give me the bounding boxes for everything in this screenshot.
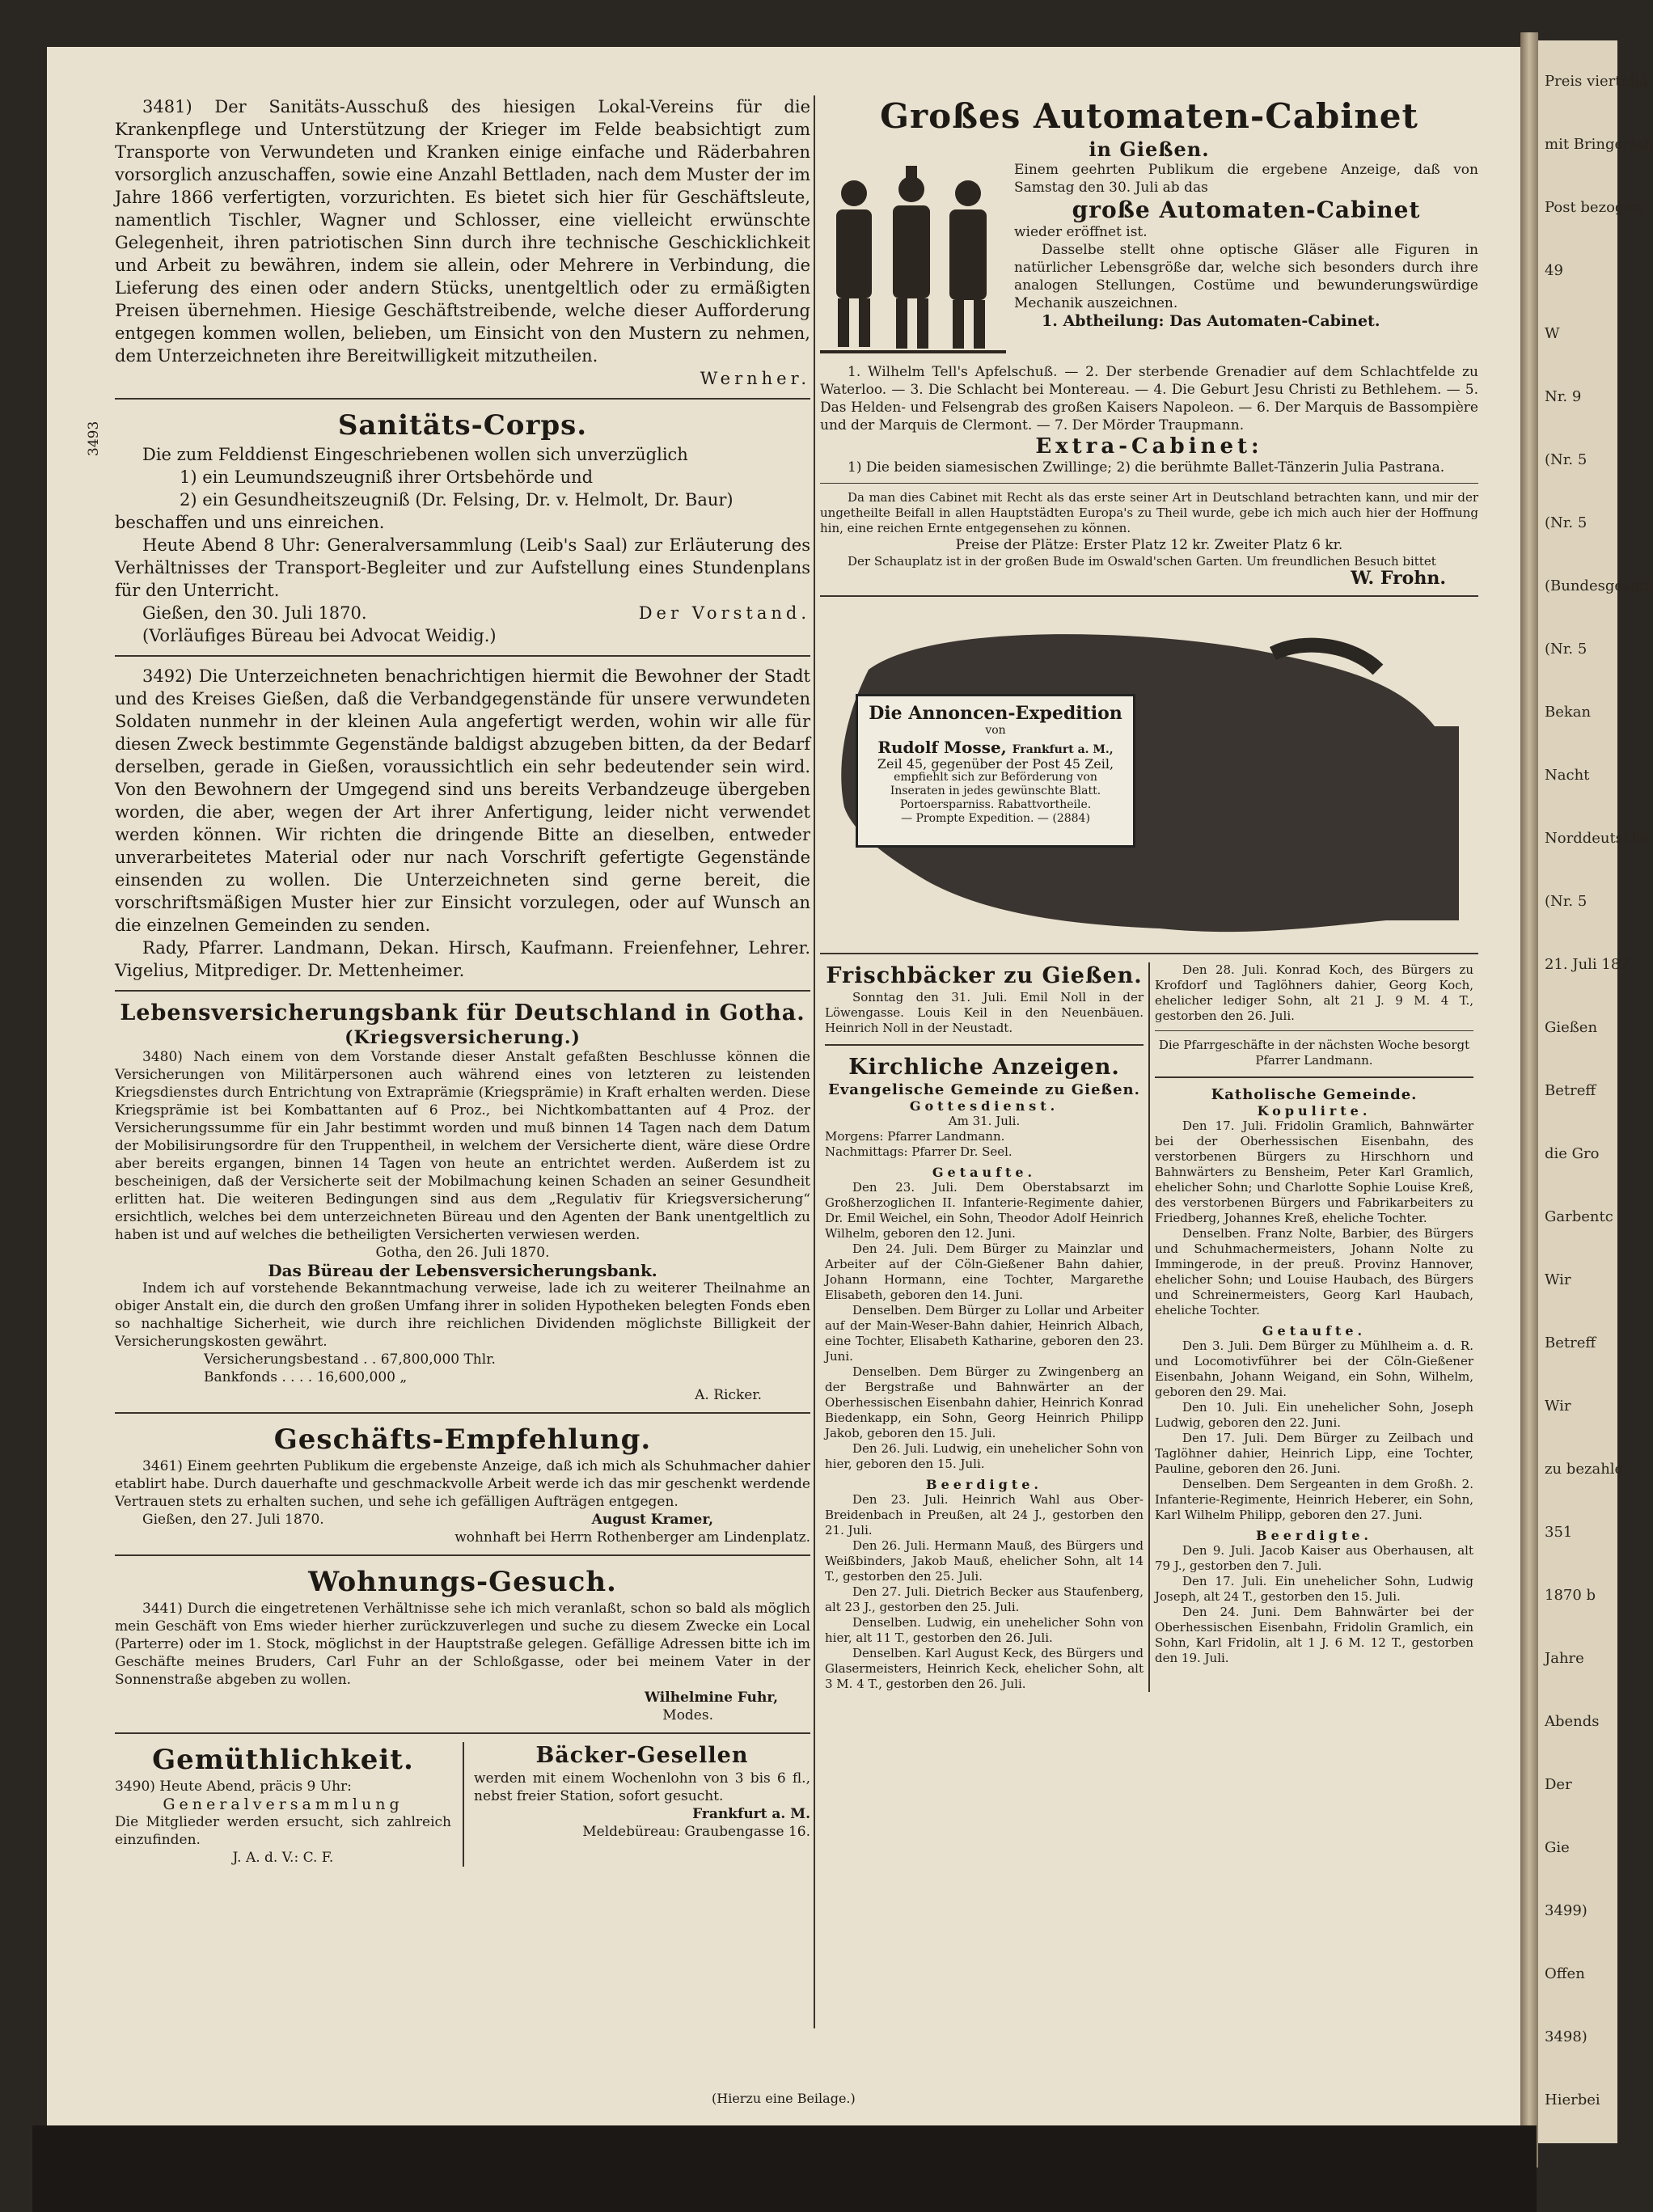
ad-3494-extra: 1) Die beiden siamesischen Zwillinge; 2) die berühmte Ballet-Tänzerin Julia Pastrana. <box>848 459 1445 476</box>
list-item: Den 24. Juni. Dem Bahnwärter bei der Oberhessischen Eisenbahn, Fridolin Gramlich, ein Sohn, Karl Fridolin, alt 1 J. 6 M. 12 T., gestorben den 19. Juli. <box>1155 1605 1473 1665</box>
right-column <box>820 95 1478 1692</box>
list-item: Denselben. Dem Bürger zu Lollar und Arbeiter auf der Main-Weser-Bahn dahier, Heinrich Albach, eine Tochter, Elisabeth Katharine, geboren den 23. Juni. <box>825 1303 1144 1364</box>
next-page-fragment: 21. Juli 187 <box>1545 956 1630 973</box>
next-page-fragment: Bekan <box>1545 704 1592 721</box>
nachmittags: Nachmittags: Pfarrer Dr. Seel. <box>825 1144 1013 1159</box>
ad-3480-signature: A. Ricker. <box>695 1387 762 1403</box>
next-page-fragment: Wir <box>1545 1398 1571 1415</box>
ad-3441-trade: Modes. <box>662 1707 713 1723</box>
notices-left <box>820 962 1148 1692</box>
ad-3494-signature: W. Frohn. <box>1351 568 1446 589</box>
next-page-fragment: die Gro <box>1545 1145 1600 1162</box>
list-item: Den 17. Juli. Fridolin Gramlich, Bahnwärter bei der Oberhessischen Eisenbahn, des verstorbenen Bürgers zu Hirschhorn und Bahnwärters zu Bensheim, Peter Karl Gramlich, ehelicher Sohn; und Charlotte Sophie Louise Kreß, des verstorbenen Bürgers und Fabrikarbeiters zu Friedberg, Johannes Kreß, eheliche Tochter. <box>1155 1119 1473 1225</box>
place-date: Gießen, den 30. Juli 1870. <box>142 603 367 623</box>
ad-3493-after: beschaffen und uns einreichen. <box>115 513 385 532</box>
ad-3494-list: 1. Wilhelm Tell's Apfelschuß. — 2. Der sterbende Grenadier auf dem Schlachtfelde zu Waterloo. — 3. Die Schlacht bei Montereau. — 4. Die Geburt Jesu Christi zu Bethlehem. — 5. Das Helden- und Felsengrab des großen Kaisers Napoleon. — 6. Der Marquis de Bassompière und der Marquis de Clermont. — 7. Der Mörder Traupmann. <box>820 364 1478 434</box>
ad-3461-address: wohnhaft bei Herrn Rothenberger am Lindenplatz. <box>454 1529 810 1546</box>
ad-3472-city: Frankfurt a. M. <box>692 1806 810 1822</box>
ad-3494-reopened: wieder eröffnet ist. <box>1014 224 1148 240</box>
ad-3494-place: Der Schauplatz ist in der großen Bude im Oswald'schen Garten. Um freundlichen Besuch bittet <box>848 554 1436 569</box>
mosse-prompt: — Prompte Expedition. — <box>901 812 1049 825</box>
scan-border <box>32 2125 1537 2212</box>
ad-3493-notice: Heute Abend 8 Uhr: Generalversammlung (Leib's Saal) zur Erläuterung des Verhältnisses der Transport-Begleiter und zur Aufstellung eines Stundenplans für den Unterricht. <box>115 535 810 600</box>
ad-3492-signatures: Rady, Pfarrer. Landmann, Dekan. Hirsch, Kaufmann. Freienfehner, Lehrer. Vigelius, Mitprediger. Dr. Mettenheimer. <box>115 938 810 980</box>
ad-3490-line1: 3490) Heute Abend, präcis 9 Uhr: <box>115 1778 352 1795</box>
divider <box>820 595 1478 597</box>
ad-3493-signline <box>115 602 810 624</box>
divider <box>115 1732 810 1734</box>
automaton-figures-illustration <box>820 161 1006 363</box>
divider <box>115 1412 810 1414</box>
gottesdienst-date: Am 31. Juli. <box>948 1114 1021 1128</box>
next-page-fragment: 351 <box>1545 1524 1573 1541</box>
book-spine <box>1520 32 1538 2168</box>
ad-3480-text: 3480) Nach einem von dem Vorstande dieser Anstalt gefaßten Beschlusse können die Versicherungen von Militärpersonen auch während eines von letzteren zu leistenden Kriegsdienstes durch Entrichtung von Extraprämie (Kriegsprämie) in Kraft erhalten werden. Diese Kriegsprämie ist bei Kombattanten auf 6 Proz., bei Nichtkombattanten auf 4 Proz. der Versicherungssumme für ein Jahr bestimmt worden und muß binnen 14 Tagen nach dem Datum der Mobilisirungsordre für den Truppentheil, in welchem der Versicherte dient, wäre diese Ordre aber bereits ergangen, binnen 14 Tagen von heute an entrichtet werden. Außerdem ist zu bescheinigen, daß der Versicherte seit der Mobilmachung keinen Schaden an seiner Gesundheit erlitten hat. Die weiteren Bedingungen sind aus dem „Regulativ für Kriegsversicherung“ ersichtlich, welches bei dem unterzeichneten Büreau und den Agenten der Bank unentgeltlich zu haben ist und auf welches die betheiligten Versicherten verwiesen werden. <box>115 1049 810 1243</box>
ad-3480-office: Das Büreau der Lebensversicherungsbank. <box>268 1261 657 1280</box>
ad-3493-title: Sanitäts-Corps. <box>337 409 588 442</box>
list-item: Den 28. Juli. Konrad Koch, des Bürgers zu Krofdorf und Taglöhners dahier, Georg Koch, ehelicher lediger Sohn, alt 21 J. 9 M. 4 T., gestorben den 26. Juli. <box>1155 962 1473 1023</box>
gottesdienst-heading: Gottesdienst. <box>909 1098 1059 1114</box>
next-page-fragment: W <box>1545 325 1560 342</box>
list-item: Den 26. Juli. Hermann Mauß, des Bürgers und Weißbinders, Jakob Mauß, ehelicher Sohn, alt 14 T., gestorben den 25. Juli. <box>825 1538 1144 1584</box>
next-page-edge <box>1538 40 1653 2143</box>
mosse-name: Rudolf Mosse, <box>877 738 1007 757</box>
next-page-fragment: Abends <box>1545 1713 1600 1730</box>
divider <box>1155 1030 1473 1031</box>
divider <box>820 953 1478 954</box>
next-page-fragment: 49 <box>1545 262 1563 279</box>
ad-3490-line2: Generalversammlung <box>163 1795 404 1813</box>
ad-3494-top <box>820 161 1478 363</box>
stat-label: Versicherungsbestand <box>204 1351 359 1368</box>
divider <box>825 1044 1144 1046</box>
next-page-fragment: Betreff <box>1545 1334 1596 1351</box>
ad-3461-text: 3461) Einem geehrten Publikum die ergebenste Anzeige, daß ich mich als Schuhmacher dahier etablirt habe. Durch dauerhafte und geschmackvolle Arbeit werde ich das mir geschenkt werdende Vertrauen stets zu erhalten suchen, und sehe ich gefälligen Aufträgen entgegen. <box>115 1458 810 1510</box>
kopulirte-heading: Kopulirte. <box>1257 1103 1372 1119</box>
next-page-fragment: zu bezahle <box>1545 1461 1624 1478</box>
next-page-fragment: Preis vierteljä <box>1545 73 1648 90</box>
list-item: Denselben. Karl August Keck, des Bürgers und Glasermeisters, Heinrich Keck, ehelicher Sohn, alt 3 M. 4 T., gestorben den 26. Juli. <box>825 1646 1144 1691</box>
ad-3494-intro-block <box>1014 161 1478 363</box>
left-column <box>86 95 810 1867</box>
ad-3480-place-date: Gotha, den 26. Juli 1870. <box>375 1245 550 1261</box>
next-page-fragment: Nacht <box>1545 767 1590 784</box>
ad-3472-text: werden mit einem Wochenlohn von 3 bis 6 fl., nebst freier Station, sofort gesucht. <box>474 1770 810 1804</box>
mosse-ad-box <box>856 694 1135 848</box>
ad-3492-text: 3492) Die Unterzeichneten benachrichtigen hiermit die Bewohner der Stadt und des Kreises Gießen, daß die Verbandgegenstände für unsere verwundeten Soldaten nunmehr in der kleinen Aula angefertigt werden, wohin wir alle für diesen Zweck bestimmte Gegenstände baldigst abzugeben bitten, da der Bedarf derselben, gerade in Gießen, voraussichtlich ein sehr bedeutender sein wird. Von den Bewohnern der Umgegend sind uns bereits Verbandzeuge übergeben worden, die aber, wegen der Art ihrer Anfertigung, leider nicht verwendet werden können. Wir richten die dringende Bitte an dieselben, entweder unverarbeitetes Material oder nur nach Vorschrift gefertigte Gegenstände einsenden zu wollen. Die Unterzeichneten sind gerne bereit, die vorschriftsmäßigen Muster hier zur Einsicht vorzulegen, oder auf Wunsch an die einzelnen Gemeinden zu senden. <box>115 666 810 935</box>
list-item: Den 23. Juli. Dem Oberstabsarzt im Großherzoglichen II. Infanterie-Regimente dahier, Dr. Emil Weichel, ein Sohn, Theodor Adolf Heinrich Wilhelm, geboren den 12. Juni. <box>825 1180 1144 1241</box>
next-page-fragment: Norddeutsche <box>1545 830 1650 847</box>
mosse-hand-advert <box>820 605 1478 945</box>
next-page-fragment: Post bezogen <box>1545 199 1642 216</box>
next-page-fragment: Der <box>1545 1776 1572 1793</box>
ad-3494-desc: Dasselbe stellt ohne optische Gläser alle Figuren in natürlicher Lebensgröße dar, welche sich besonders durch ihre analogen Stellungen, Costüme und bewunderungswürdige Mechanik auszeichnen. <box>1014 242 1478 311</box>
ad-3480-note: Indem ich auf vorstehende Bekanntmachung verweise, lade ich zu weiterer Theilnahme an obiger Anstalt ein, die durch den großen Umfang ihrer in soliden Hypotheken belegten Fonds eben so nachhaltige Sicherheit, wie durch ihre reichlichen Dividenden möglichste Billigkeit der Versicherungskosten gewährt. <box>115 1280 810 1350</box>
ad-3494-prices: Preise der Plätze: Erster Platz 12 kr. Zweiter Platz 6 kr. <box>955 537 1343 553</box>
list-item: Den 9. Juli. Jacob Kaiser aus Oberhausen, alt 79 J., gestorben den 7. Juli. <box>1155 1543 1473 1573</box>
stat-value: 16,600,000 „ <box>316 1369 408 1385</box>
next-page-fragment: (Nr. 5 <box>1545 641 1587 658</box>
mosse-code: (2884) <box>1052 812 1090 825</box>
stat-label: Bankfonds <box>204 1369 277 1385</box>
ad-3461-signline <box>115 1511 810 1529</box>
ad-3494 <box>820 95 1478 587</box>
ad-3490-title: Gemüthlichkeit. <box>152 1744 414 1776</box>
ad-3480-title: Lebensversicherungsbank für Deutschland in Gotha. <box>120 1000 805 1026</box>
ad-3493-item1: 1) ein Leumundszeugniß ihrer Ortsbehörde und <box>180 467 594 487</box>
bottom-ads <box>115 1742 810 1867</box>
ad-3441 <box>115 1564 810 1724</box>
ad-3441-title: Wohnungs-Gesuch. <box>308 1566 617 1598</box>
morgens: Morgens: Pfarrer Landmann. <box>825 1129 1005 1144</box>
kath-title: Katholische Gemeinde. <box>1211 1086 1418 1103</box>
mosse-von: von <box>985 724 1006 737</box>
ad-3494-intro: Einem geehrten Publikum die ergebene Anzeige, daß von Samstag den 30. Juli ab das <box>1014 162 1478 196</box>
next-page-fragment: Hierbei <box>1545 2091 1600 2108</box>
column-divider <box>814 95 815 2028</box>
ad-3480-subtitle: (Kriegsversicherung.) <box>345 1027 581 1048</box>
kirchliche-title: Kirchliche Anzeigen. <box>848 1055 1120 1080</box>
ad-3494-section1: 1. Abtheilung: Das Automaten-Cabinet. <box>1042 312 1380 330</box>
next-page-fragment: Gie <box>1545 1839 1570 1856</box>
divider <box>115 1554 810 1556</box>
next-page-fragment: (Nr. 5 <box>1545 893 1587 910</box>
ad-3472-office: Meldebüreau: Graubengasse 16. <box>582 1824 810 1840</box>
next-page-fragment: Nr. 9 <box>1545 388 1582 405</box>
ad-3490-sig: J. A. d. V.: C. F. <box>232 1850 334 1866</box>
divider <box>820 483 1478 484</box>
ad-3472 <box>463 1742 810 1867</box>
divider <box>1155 1076 1473 1078</box>
next-page-fragment: 3499) <box>1545 1902 1587 1919</box>
list-item: Denselben. Dem Bürger zu Zwingenberg an der Bergstraße und Bahnwärter an der Oberhessischen Eisenbahn dahier, Heinrich Konrad Biedenkapp, ein Sohn, Georg Heinrich Philipp Jakob, geboren den 15. Juli. <box>825 1364 1144 1440</box>
getaufte-heading: Getaufte. <box>932 1165 1037 1180</box>
next-page-fragment: Garbentc <box>1545 1208 1613 1225</box>
evang-title: Evangelische Gemeinde zu Gießen. <box>828 1081 1140 1098</box>
kath-beerdigte-heading: Beerdigte. <box>1256 1528 1372 1543</box>
ad-3480-stats: Versicherungsbestand . . 67,800,000 Thlr. Bankfonds . . . . 16,600,000 „ <box>204 1351 496 1385</box>
frischbaecker-text: Sonntag den 31. Juli. Emil Noll in der Löwengasse. Louis Keil in den Neuenbäuen. Heinrich Noll in der Neustadt. <box>825 990 1144 1035</box>
ad-3492 <box>115 665 810 982</box>
list-item: Denselben. Franz Nolte, Barbier, des Bürgers und Schuhmachermeisters, Johann Nolte zu Immingerode, in der preuß. Provinz Hannover, ehelicher Sohn; und Louise Haubach, des Bürgers und Schreinermeisters, Georg Karl Haubach, eheliche Tochter. <box>1155 1226 1473 1317</box>
list-item: Den 17. Juli. Ein unehelicher Sohn, Ludwig Joseph, alt 24 T., gestorben den 15. Juli. <box>1155 1574 1473 1604</box>
next-page-fragment: (Bundesgesetz <box>1545 577 1653 594</box>
ad-3493-item2: 2) ein Gesundheitszeugniß (Dr. Felsing, Dr. v. Helmolt, Dr. Baur) <box>180 490 733 510</box>
mosse-title: Die Annoncen-Expedition <box>869 703 1122 724</box>
ad-3493-intro: Die zum Felddienst Eingeschriebenen wollen sich unverzüglich <box>142 445 688 464</box>
next-page-fragment: Gießen <box>1545 1019 1598 1036</box>
next-page-fragment: Wir <box>1545 1271 1571 1288</box>
divider <box>115 990 810 992</box>
next-page-fragment: (Nr. 5 <box>1545 514 1587 531</box>
ad-3461 <box>115 1422 810 1546</box>
list-item: Den 17. Juli. Dem Bürger zu Zeilbach und Taglöhner dahier, Heinrich Lipp, eine Tochter, Pauline, geboren den 26. Juni. <box>1155 1431 1473 1476</box>
footer-note: (Hierzu eine Beilage.) <box>712 2091 856 2106</box>
list-item: Den 24. Juli. Dem Bürger zu Mainzlar und Arbeiter auf der Cöln-Gießener Bahn dahier, Johann Hormann, eine Tochter, Margarethe Elisabeth, geboren den 14. Juni. <box>825 1241 1144 1302</box>
kath-getaufte-heading: Getaufte. <box>1262 1323 1367 1339</box>
ad-3441-name: Wilhelmine Fuhr, <box>644 1690 778 1706</box>
next-page-fragment: mit Bringerloh <box>1545 136 1653 153</box>
signature: Der Vorstand. <box>638 603 810 623</box>
ad-3493-bureau: (Vorläufiges Büreau bei Advocat Weidig.) <box>142 626 497 645</box>
mosse-address: Zeil 45, gegenüber der Post 45 Zeil, <box>877 756 1114 772</box>
ad-3480 <box>115 1000 810 1404</box>
ad-3494-extra-title: Extra-Cabinet: <box>1035 434 1263 459</box>
next-page-fragment: 3498) <box>1545 2028 1587 2045</box>
ad-3481 <box>115 95 810 390</box>
divider <box>115 655 810 657</box>
list-item: Den 23. Juli. Heinrich Wahl aus Ober-Breidenbach in Preußen, alt 24 J., gestorben den 21. Juli. <box>825 1492 1144 1537</box>
beerdigte-heading: Beerdigte. <box>926 1477 1042 1492</box>
next-page-fragment: Offen <box>1545 1965 1585 1982</box>
pfarr-note: Die Pfarrgeschäfte in der nächsten Woche besorgt Pfarrer Landmann. <box>1158 1038 1470 1068</box>
place-date: Gießen, den 27. Juli 1870. <box>142 1512 324 1528</box>
frischbaecker-title: Frischbäcker zu Gießen. <box>826 963 1143 988</box>
ad-3461-title: Geschäfts-Empfehlung. <box>273 1423 652 1456</box>
ad-3481-text: 3481) Der Sanitäts-Ausschuß des hiesigen Lokal-Vereins für die Krankenpflege und Unterstützung der Krieger im Felde beabsichtigt zum Transporte von Verwundeten und Kranken einige einfache und Räderbahren vorsorglich anzuschaffen, sowie eine Anzahl Bettladen, nach dem Muster der im Jahre 1866 verfertigten, vorzurichten. Es bietet sich hier für Geschäftsleute, namentlich Tischler, Wagner und Schlosser, eine vielleicht erwünschte Gelegenheit, ihren patriotischen Sinn durch ihre technische Geschicklichkeit und Arbeit zu bewähren, indem sie allein, oder Mehrere in Verbindung, die Lieferung des einen oder andern Stücks, unentgeltlich oder zu ermäßigten Preisen übernehmen. Hiesige Geschäftstreibende, welche dieser Aufforderung entgegen kommen wollen, belieben, um Einsicht von den Mustern zu nehmen, dem Unterzeichneten ihre Bereitwilligkeit mitzutheilen. <box>115 97 810 366</box>
ad-3494-note: Da man dies Cabinet mit Recht als das erste seiner Art in Deutschland betrachten kann, und mir der ungetheilte Beifall in allen Hauptstädten Europa's zu Theil wurde, gebe ich mich auch hier der Hoffnung hin, eine reichen Ernte entgegensehen zu können. <box>820 490 1478 535</box>
ad-3472-title: Bäcker-Gesellen <box>535 1743 749 1768</box>
ad-3494-title: Großes Automaten-Cabinet <box>880 96 1418 136</box>
stat-value: 67,800,000 Thlr. <box>380 1351 496 1368</box>
ad-3490-line3: Die Mitglieder werden ersucht, sich zahlreich einzufinden. <box>115 1814 451 1848</box>
list-item: Denselben. Ludwig, ein unehelicher Sohn von hier, alt 11 T., gestorben den 26. Juli. <box>825 1615 1144 1645</box>
ad-number: 3493 <box>86 421 102 456</box>
list-item: Denselben. Dem Sergeanten in dem Großh. 2. Infanterie-Regimente, Heinrich Heberer, ein Sohn, Karl Wilhelm Philipp, geboren den 27. Juni. <box>1155 1477 1473 1522</box>
list-item: Den 10. Juli. Ein unehelicher Sohn, Joseph Ludwig, geboren den 22. Juni. <box>1155 1400 1473 1430</box>
next-page-fragment: Jahre <box>1545 1650 1584 1667</box>
divider <box>115 398 810 400</box>
notices-right <box>1148 962 1478 1692</box>
mosse-city: Frankfurt a. M., <box>1012 743 1114 756</box>
next-page-fragment: 1870 b <box>1545 1587 1596 1604</box>
ad-3494-city: in Gießen. <box>1089 137 1210 161</box>
ad-3441-text: 3441) Durch die eingetretenen Verhältnisse sehe ich mich veranlaßt, schon so bald als möglich mein Geschäft von Ems wieder hierher zurückzuverlegen und suche zu diesem Zwecke ein Local (Parterre) oder im 1. Stock, möglichst in der Hauptstraße gelegen. Gefällige Adressen bitte ich im Geschäfte meines Bruders, Carl Fuhr an der Schloßgasse, oder bei meinem Vater in der Sonnenstraße abgeben zu wollen. <box>115 1601 810 1688</box>
ad-3494-big: große Automaten-Cabinet <box>1072 197 1421 223</box>
ad-3490 <box>115 1742 451 1867</box>
ad-3493 <box>86 408 810 647</box>
ad-3481-signature: Wernher. <box>700 369 810 388</box>
list-item: Den 26. Juli. Ludwig, ein unehelicher Sohn von hier, geboren den 15. Juli. <box>825 1441 1144 1471</box>
mosse-text: empfiehlt sich zur Beförderung von Inseraten in jedes gewünschte Blatt. Portoersparniss. Rabattvortheile. <box>890 771 1101 811</box>
name: August Kramer, <box>591 1512 713 1528</box>
list-item: Den 27. Juli. Dietrich Becker aus Staufenberg, alt 23 J., gestorben den 25. Juli. <box>825 1584 1144 1614</box>
list-item: Den 3. Juli. Dem Bürger zu Mühlheim a. d. R. und Locomotivführer bei der Cöln-Gießener Eisenbahn, Johann Weigand, ein Sohn, Wilhelm, geboren den 29. Mai. <box>1155 1339 1473 1399</box>
notices-grid <box>820 962 1478 1692</box>
next-page-fragment: (Nr. 5 <box>1545 451 1587 468</box>
next-page-fragment: Betreff <box>1545 1082 1596 1099</box>
